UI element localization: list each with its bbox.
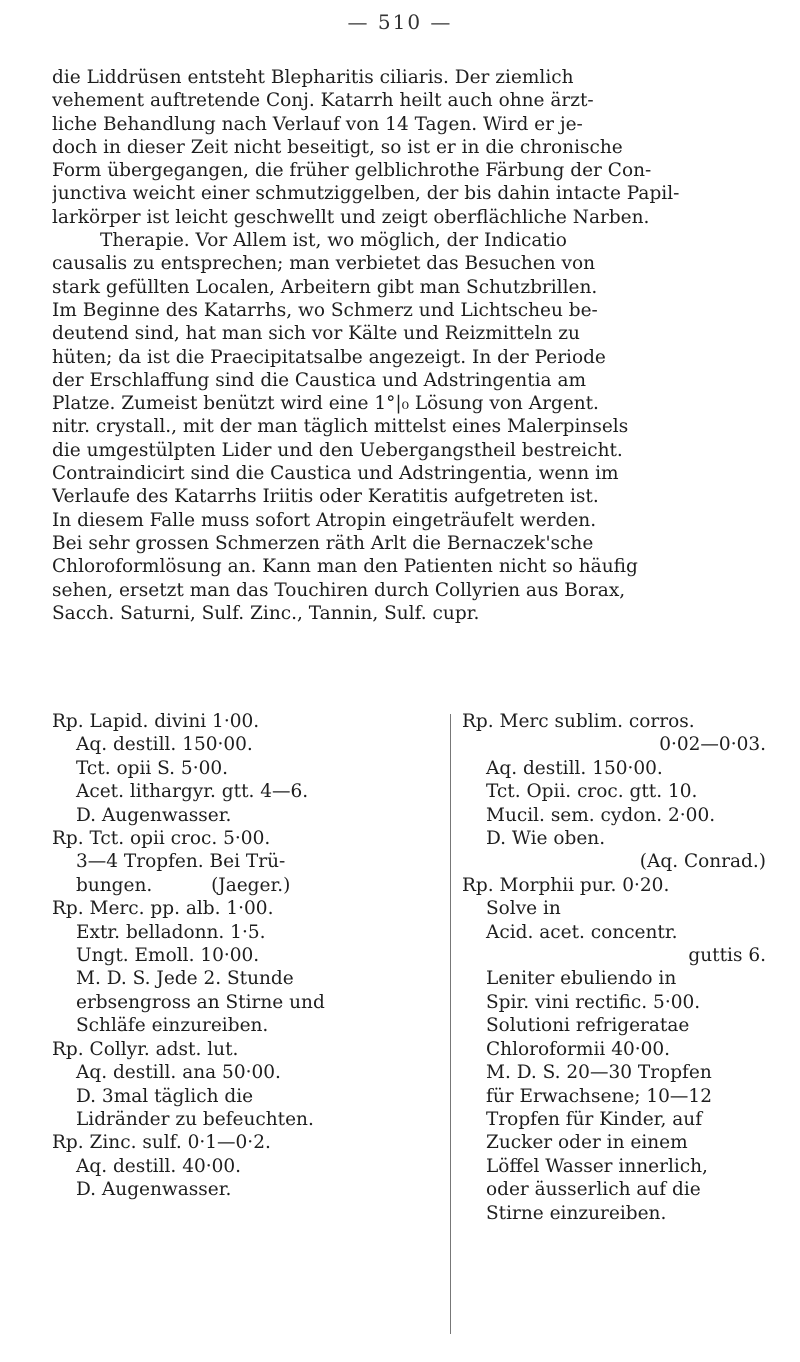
text-line: der Erschlaffung sind die Caustica und Adstringentia am (52, 369, 587, 391)
recipe-line: Aq. destill. 40·00. (76, 1155, 242, 1177)
recipe-line: M. D. S. Jede 2. Stunde (76, 968, 294, 990)
recipe-line: D. 3mal täglich die (76, 1085, 254, 1107)
text-line: die Liddrüsen entsteht Blepharitis ciliaris. Der ziemlich (52, 67, 574, 88)
text-line: Bei sehr grossen Schmerzen räth Arlt die Bernaczek'sche (52, 532, 594, 554)
recipe-line: D. Augenwasser. (76, 1179, 232, 1201)
recipe-line: Schläfe einzureiben. (76, 1015, 269, 1037)
text-line: Form übergegangen, die früher gelblichrothe Färbung der Con- (52, 160, 652, 182)
text-line: nitr. crystall., mit der man täglich mittelst eines Malerpinsels (52, 416, 629, 438)
prescriptions-left-column (52, 710, 440, 1202)
text-line: Contraindicirt sind die Caustica und Adstringentia, wenn im (52, 463, 619, 485)
recipe-line: (Aq. Conrad.) (639, 851, 766, 873)
text-line: die umgestülpten Lider und den Uebergangstheil bestreicht. (52, 439, 623, 461)
therapie-heading-line: Therapie. Vor Allem ist, wo möglich, der Indicatio (100, 230, 567, 252)
text-line: Sacch. Saturni, Sulf. Zinc., Tannin, Sulf. cupr. (52, 602, 480, 624)
text-line: liche Behandlung nach Verlauf von 14 Tagen. Wird er je- (52, 113, 583, 135)
column-divider (450, 714, 451, 1334)
prescriptions-right-column (462, 710, 780, 1225)
recipe-line: Rp. Merc. pp. alb. 1·00. (52, 898, 274, 920)
recipe-line: Löffel Wasser innerlich, (486, 1155, 708, 1177)
recipe-line: Acet. lithargyr. gtt. 4—6. (76, 781, 309, 803)
recipe-line: Chloroformii 40·00. (486, 1038, 671, 1060)
text-line: Im Beginne des Katarrhs, wo Schmerz und Lichtscheu be- (52, 299, 598, 321)
recipe-line: Rp. Merc sublim. corros. (462, 711, 695, 732)
recipe-line: erbsengross an Stirne und (76, 991, 325, 1013)
text-line: hüten; da ist die Praecipitatsalbe angezeigt. In der Periode (52, 346, 606, 368)
recipe-line: 0·02—0·03. (659, 734, 766, 756)
recipe-line: Aq. destill. ana 50·00. (76, 1062, 281, 1084)
text-line: Chloroformlösung an. Kann man den Patienten nicht so häufig (52, 556, 638, 578)
recipe-line: Ungt. Emoll. 10·00. (76, 945, 260, 967)
recipe-line: für Erwachsene; 10—12 (486, 1085, 712, 1107)
body-paragraph (52, 66, 778, 625)
page-number: — 510 — (347, 10, 453, 34)
recipe-line: Mucil. sem. cydon. 2·00. (486, 804, 716, 826)
text-line: Verlaufe des Katarrhs Iriitis oder Keratitis aufgetreten ist. (52, 486, 599, 508)
recipe-line: 3—4 Tropfen. Bei Trü- (76, 851, 286, 873)
recipe-line: Tct. opii S. 5·00. (76, 757, 229, 779)
text-line: vehement auftretende Conj. Katarrh heilt auch ohne ärzt- (52, 90, 594, 112)
recipe-line: Stirne einzureiben. (486, 1202, 667, 1224)
text-line: junctiva weicht einer schmutziggelben, der bis dahin intacte Papil- (52, 183, 680, 205)
recipe-line: Rp. Collyr. adst. lut. (52, 1038, 239, 1060)
recipe-line: Spir. vini rectific. 5·00. (486, 991, 701, 1013)
recipe-line: bungen. (Jaeger.) (76, 874, 291, 896)
text-line: deutend sind, hat man sich vor Kälte und Reizmitteln zu (52, 323, 580, 345)
text-line: In diesem Falle muss sofort Atropin eingeträufelt werden. (52, 509, 597, 531)
recipe-line: Acid. acet. concentr. (486, 921, 678, 943)
recipe-line: Rp. Lapid. divini 1·00. (52, 711, 260, 732)
recipe-line: Tct. Opii. croc. gtt. 10. (486, 781, 698, 803)
recipe-line: Aq. destill. 150·00. (486, 757, 663, 779)
recipe-line: guttis 6. (688, 945, 766, 967)
recipe-line: Rp. Zinc. sulf. 0·1—0·2. (52, 1132, 271, 1154)
recipe-line: D. Wie oben. (486, 828, 606, 850)
recipe-line: D. Augenwasser. (76, 804, 232, 826)
recipe-line: oder äusserlich auf die (486, 1179, 701, 1201)
text-line: causalis zu entsprechen; man verbietet das Besuchen von (52, 253, 595, 275)
text-line: stark gefüllten Localen, Arbeitern gibt man Schutzbrillen. (52, 276, 598, 298)
recipe-line: Zucker oder in einem (486, 1132, 688, 1154)
text-line: Platze. Zumeist benützt wird eine 1°|₀ Lösung von Argent. (52, 393, 599, 415)
recipe-line: Leniter ebuliendo in (486, 968, 677, 990)
recipe-line: Tropfen für Kinder, auf (486, 1108, 703, 1130)
text-line: doch in dieser Zeit nicht beseitigt, so ist er in die chronische (52, 136, 623, 158)
text-line: larkörper ist leicht geschwellt und zeigt oberflächliche Narben. (52, 206, 650, 228)
recipe-line: Lidränder zu befeuchten. (76, 1108, 314, 1130)
recipe-line: Solve in (486, 898, 561, 920)
text-line: sehen, ersetzt man das Touchiren durch Collyrien aus Borax, (52, 579, 626, 601)
recipe-line: Rp. Tct. opii croc. 5·00. (52, 828, 271, 850)
recipe-line: Solutioni refrigeratae (486, 1015, 690, 1037)
recipe-line: Rp. Morphii pur. 0·20. (462, 874, 670, 896)
recipe-line: Aq. destill. 150·00. (76, 734, 253, 756)
recipe-line: M. D. S. 20—30 Tropfen (486, 1062, 712, 1084)
recipe-line: Extr. belladonn. 1·5. (76, 921, 266, 943)
